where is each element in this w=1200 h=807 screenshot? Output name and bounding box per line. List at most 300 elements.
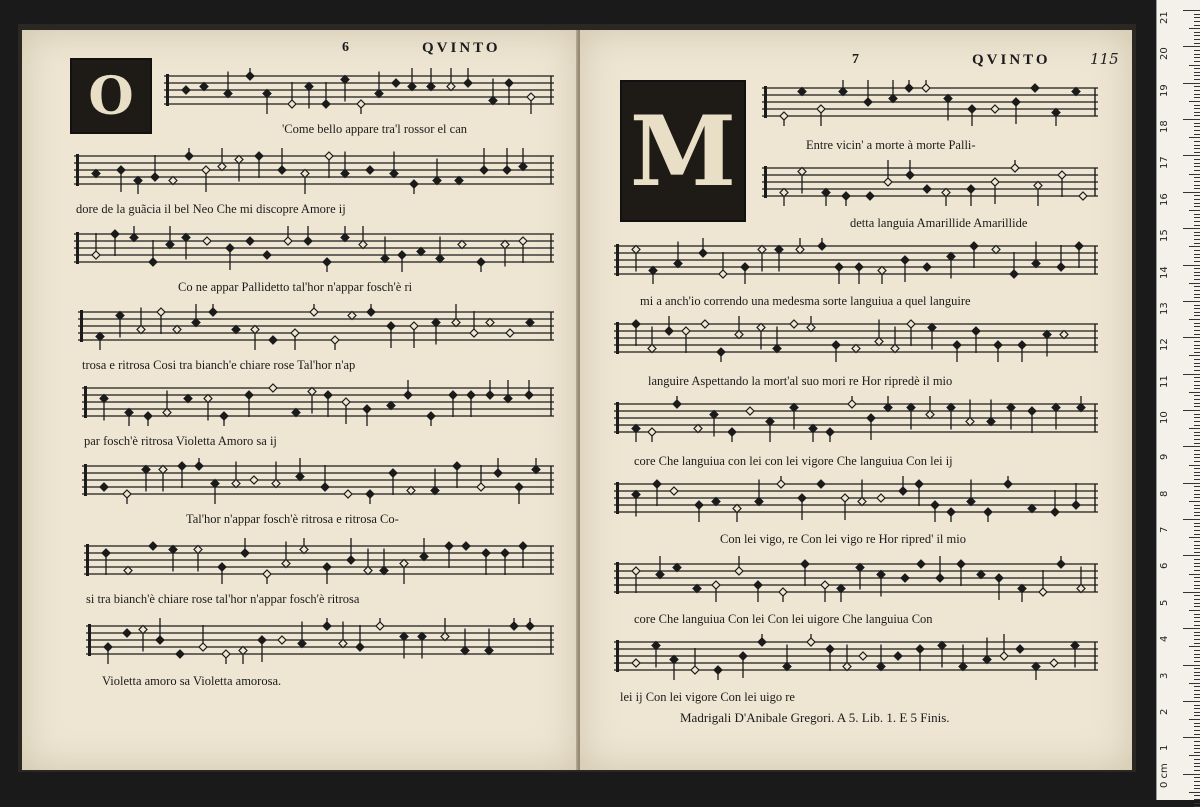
ruler-tick [1194, 730, 1200, 731]
note-head [139, 626, 147, 634]
note-head [1071, 642, 1079, 650]
decorated-initial-m [620, 80, 746, 222]
music-staff [82, 458, 554, 506]
ruler-tick [1194, 35, 1200, 36]
note-head [947, 253, 955, 261]
ruler-tick [1183, 592, 1200, 593]
note-head [200, 83, 208, 91]
ruler-tick [1194, 312, 1200, 313]
note-head [1004, 480, 1012, 488]
handwritten-folio-number: 115 [1090, 50, 1119, 68]
note-head [381, 255, 389, 263]
ruler-tick [1194, 148, 1200, 149]
note-head [632, 491, 640, 499]
note-head [842, 192, 850, 200]
note-head [510, 622, 518, 630]
note-head [341, 76, 349, 84]
clef-mark [764, 166, 767, 198]
ruler-label: 15 [1159, 229, 1170, 243]
ruler-label: 12 [1159, 338, 1170, 352]
ruler-tick [1194, 785, 1200, 786]
lyrics-line: languire Aspettando la mort'al suo mori re Hor ripredè il mio [648, 374, 953, 388]
note-head [420, 553, 428, 561]
note-head [894, 652, 902, 660]
note-head [758, 246, 766, 254]
note-head [1057, 560, 1065, 568]
note-head [899, 487, 907, 495]
note-head [182, 234, 190, 242]
ruler-tick [1194, 217, 1200, 218]
ruler-tick [1183, 737, 1200, 738]
note-head [780, 189, 788, 197]
note-head [400, 633, 408, 641]
note-head [344, 490, 352, 498]
ruler-tick [1194, 715, 1200, 716]
ruler-tick [1194, 490, 1200, 491]
ruler-tick [1194, 25, 1200, 26]
note-head [807, 324, 815, 332]
note-head [117, 166, 125, 174]
ruler-tick [1194, 381, 1200, 382]
note-head [983, 656, 991, 664]
ruler-tick [1194, 206, 1200, 207]
note-head [398, 251, 406, 259]
ruler-tick [1194, 803, 1200, 804]
note-head [674, 260, 682, 268]
clef-mark [80, 310, 83, 342]
ruler-tick [1194, 97, 1200, 98]
clef-mark [86, 544, 89, 576]
ruler-tick [1194, 177, 1200, 178]
note-head [673, 400, 681, 408]
note-head [907, 404, 915, 412]
ruler-tick [1194, 450, 1200, 451]
note-head [269, 384, 277, 392]
note-head [665, 327, 673, 335]
ruler-tick [1194, 603, 1200, 604]
note-head [452, 319, 460, 327]
note-head [182, 86, 190, 94]
note-head [235, 156, 243, 164]
ruler-tick [1194, 79, 1200, 80]
note-head [418, 633, 426, 641]
ruler-label: 11 [1159, 374, 1170, 388]
note-head [1072, 88, 1080, 96]
ruler-tick [1194, 275, 1200, 276]
lyrics-line: dore de la guãcia il bel Neo Che mi discopre Amore ij [76, 202, 346, 216]
note-head [967, 498, 975, 506]
note-head [1018, 341, 1026, 349]
music-staff [84, 538, 554, 586]
ruler-tick [1183, 410, 1200, 411]
ruler-tick [1189, 646, 1200, 647]
note-head [222, 650, 230, 658]
note-head [486, 391, 494, 399]
ruler-tick [1194, 443, 1200, 444]
note-head [364, 567, 372, 575]
ruler-tick [1194, 679, 1200, 680]
note-head [427, 412, 435, 420]
note-head [821, 581, 829, 589]
ruler-tick [1194, 588, 1200, 589]
note-head [251, 326, 259, 334]
ruler-tick [1194, 530, 1200, 531]
note-head [467, 391, 475, 399]
ruler-tick [1194, 203, 1200, 204]
note-head [526, 622, 534, 630]
ruler-tick [1194, 512, 1200, 513]
ruler-tick [1194, 214, 1200, 215]
note-head [477, 258, 485, 266]
ruler-tick [1183, 483, 1200, 484]
note-head [826, 428, 834, 436]
ruler-label: 21 [1159, 11, 1170, 24]
note-head [137, 326, 145, 334]
note-head [809, 425, 817, 433]
clef-mark [616, 244, 619, 276]
note-head [427, 83, 435, 91]
ruler-tick [1194, 112, 1200, 113]
note-head [1050, 659, 1058, 667]
ruler-tick [1194, 461, 1200, 462]
note-head [757, 324, 765, 332]
lyrics-line: 'Come bello appare tra'l rossor el can [282, 122, 467, 136]
ruler-tick [1194, 61, 1200, 62]
note-head [125, 409, 133, 417]
note-head [1052, 109, 1060, 117]
note-head [992, 246, 1000, 254]
ruler-tick [1194, 363, 1200, 364]
note-head [305, 83, 313, 91]
note-head [341, 170, 349, 178]
ruler-tick [1194, 559, 1200, 560]
note-head [798, 88, 806, 96]
ruler-tick [1194, 370, 1200, 371]
note-head [1010, 270, 1018, 278]
note-head [1031, 84, 1039, 92]
ruler-tick [1194, 468, 1200, 469]
note-head [226, 244, 234, 252]
ruler-tick [1194, 366, 1200, 367]
ruler-tick [1194, 134, 1200, 135]
ruler-tick [1183, 446, 1200, 447]
ruler-tick [1194, 239, 1200, 240]
note-head [515, 483, 523, 491]
note-head [367, 308, 375, 316]
ruler-tick [1194, 345, 1200, 346]
note-head [632, 320, 640, 328]
note-head [432, 319, 440, 327]
ruler-tick [1194, 50, 1200, 51]
clef-mark [88, 624, 91, 656]
note-head [832, 341, 840, 349]
note-head [464, 79, 472, 87]
note-head [192, 319, 200, 327]
lyrics-line: Entre vicin' a morte à morte Palli- [806, 138, 976, 152]
ruler-tick [1189, 755, 1200, 756]
ruler-tick [1194, 334, 1200, 335]
note-head [296, 473, 304, 481]
ruler-tick [1194, 421, 1200, 422]
note-head [837, 585, 845, 593]
left-running-head: QVINTO [422, 40, 501, 56]
note-head [632, 425, 640, 433]
note-head [987, 418, 995, 426]
note-head [691, 666, 699, 674]
note-head [151, 173, 159, 181]
note-head [1077, 585, 1085, 593]
note-head [875, 338, 883, 346]
ruler-tick [1194, 694, 1200, 695]
ruler-tick [1194, 712, 1200, 713]
note-head [166, 241, 174, 249]
note-head [901, 574, 909, 582]
ruler-tick [1194, 435, 1200, 436]
ruler-tick [1194, 166, 1200, 167]
ruler-tick [1183, 701, 1200, 702]
note-head [755, 498, 763, 506]
note-head [503, 166, 511, 174]
ruler-tick [1194, 566, 1200, 567]
note-head [284, 237, 292, 245]
note-head [1039, 588, 1047, 596]
ruler-tick [1194, 432, 1200, 433]
ruler-tick [1194, 294, 1200, 295]
ruler-tick [1194, 457, 1200, 458]
note-head [746, 407, 754, 415]
music-staff [78, 304, 554, 352]
ruler-tick [1194, 290, 1200, 291]
note-head [211, 480, 219, 488]
ruler-tick [1194, 130, 1200, 131]
ruler-tick [1194, 745, 1200, 746]
ruler-tick [1194, 763, 1200, 764]
note-head [741, 263, 749, 271]
note-head [482, 549, 490, 557]
music-staff [614, 316, 1098, 364]
ruler-tick [1194, 305, 1200, 306]
note-head [841, 494, 849, 502]
note-head [389, 469, 397, 477]
ruler-tick [1194, 552, 1200, 553]
note-head [519, 163, 527, 171]
ruler-tick [1194, 752, 1200, 753]
lyrics-line: core Che languiua con lei con lei vigore Che languiua Con lei ij [634, 454, 953, 468]
note-head [331, 336, 339, 344]
note-head [1034, 182, 1042, 190]
note-head [363, 405, 371, 413]
note-head [858, 498, 866, 506]
note-head [455, 177, 463, 185]
note-head [701, 320, 709, 328]
ruler-label: 7 [1159, 526, 1170, 534]
music-staff [614, 396, 1098, 444]
ruler-tick [1183, 774, 1200, 775]
ruler-tick [1189, 428, 1200, 429]
ruler-tick [1194, 221, 1200, 222]
note-head [308, 388, 316, 396]
ruler-label: 8 [1159, 490, 1170, 497]
note-head [380, 567, 388, 575]
ruler-tick [1194, 708, 1200, 709]
note-head [843, 663, 851, 671]
note-head [194, 546, 202, 554]
note-head [926, 411, 934, 419]
note-head [376, 622, 384, 630]
ruler-tick [1194, 486, 1200, 487]
ruler-tick [1194, 75, 1200, 76]
note-head [366, 166, 374, 174]
note-head [255, 152, 263, 160]
note-head [779, 588, 787, 596]
note-head [323, 258, 331, 266]
note-head [994, 341, 1002, 349]
note-head [278, 166, 286, 174]
note-head [984, 508, 992, 516]
ruler-tick [1194, 454, 1200, 455]
note-head [269, 336, 277, 344]
note-head [199, 643, 207, 651]
note-head [959, 663, 967, 671]
note-head [944, 95, 952, 103]
note-head [431, 487, 439, 495]
clef-mark [166, 74, 169, 106]
ruler-tick [1194, 243, 1200, 244]
note-head [519, 237, 527, 245]
note-head [408, 83, 416, 91]
ruler-tick [1194, 599, 1200, 600]
right-running-head: QVINTO [972, 52, 1051, 68]
ruler-label: 6 [1159, 563, 1170, 570]
note-head [953, 341, 961, 349]
ruler-tick [1194, 68, 1200, 69]
lyrics-line: si tra bianch'è chiare rose tal'hor n'appar fosch'è ritrosa [86, 592, 360, 606]
note-head [1075, 242, 1083, 250]
note-head [453, 462, 461, 470]
ruler-label: 17 [1159, 156, 1170, 170]
ruler-tick [1189, 28, 1200, 29]
ruler-tick [1194, 781, 1200, 782]
ruler-label: 1 [1159, 744, 1170, 752]
decorated-initial-o [70, 58, 152, 134]
ruler-tick [1194, 414, 1200, 415]
ruler-tick [1194, 639, 1200, 640]
ruler-tick [1194, 643, 1200, 644]
ruler-label: 3 [1159, 672, 1170, 679]
ruler-tick [1194, 741, 1200, 742]
note-head [889, 95, 897, 103]
note-head [775, 246, 783, 254]
note-head [310, 308, 318, 316]
ruler-tick [1194, 17, 1200, 18]
ruler-tick [1194, 126, 1200, 127]
ruler-tick [1194, 632, 1200, 633]
note-head [209, 308, 217, 316]
ruler-tick [1194, 108, 1200, 109]
note-head [972, 327, 980, 335]
note-head [241, 549, 249, 557]
note-head [157, 308, 165, 316]
note-head [670, 487, 678, 495]
ruler-tick [1194, 672, 1200, 673]
note-head [968, 105, 976, 113]
ruler-tick [1194, 308, 1200, 309]
music-staff [762, 160, 1098, 208]
note-head [163, 409, 171, 417]
note-head [462, 542, 470, 550]
note-head [258, 636, 266, 644]
ruler-tick [1189, 283, 1200, 284]
ruler-tick [1194, 494, 1200, 495]
note-head [866, 192, 874, 200]
note-head [931, 501, 939, 509]
note-head [632, 567, 640, 575]
note-head [341, 234, 349, 242]
ruler-tick [1194, 795, 1200, 796]
note-head [852, 345, 860, 353]
ruler-tick [1194, 581, 1200, 582]
ruler-tick [1194, 403, 1200, 404]
ruler-tick [1194, 268, 1200, 269]
ruler-tick [1183, 519, 1200, 520]
ruler-tick [1194, 163, 1200, 164]
note-head [796, 246, 804, 254]
note-head [506, 329, 514, 337]
ruler-tick [1194, 563, 1200, 564]
note-head [923, 185, 931, 193]
lyrics-line: Co ne appar Pallidetto tal'hor n'appar fosch'è ri [178, 280, 413, 294]
ruler-tick [1194, 341, 1200, 342]
note-head [928, 324, 936, 332]
ruler-tick [1189, 501, 1200, 502]
ruler-tick [1194, 657, 1200, 658]
clef-mark [84, 386, 87, 418]
note-head [1007, 404, 1015, 412]
note-head [111, 230, 119, 238]
ruler-tick [1194, 94, 1200, 95]
note-head [470, 329, 478, 337]
ruler-tick [1194, 145, 1200, 146]
music-staff [74, 148, 554, 196]
ruler-tick [1194, 723, 1200, 724]
note-head [323, 622, 331, 630]
measurement-ruler [1156, 0, 1200, 800]
note-head [905, 84, 913, 92]
ruler-tick [1189, 610, 1200, 611]
note-head [178, 462, 186, 470]
music-staff [762, 80, 1098, 128]
note-head [1000, 652, 1008, 660]
note-head [822, 189, 830, 197]
ruler-tick [1194, 181, 1200, 182]
ruler-tick [1194, 21, 1200, 22]
note-head [901, 256, 909, 264]
ruler-tick [1194, 505, 1200, 506]
note-head [532, 466, 540, 474]
ruler-tick [1194, 697, 1200, 698]
ruler-tick [1189, 101, 1200, 102]
ruler-tick [1183, 228, 1200, 229]
note-head [995, 574, 1003, 582]
note-head [818, 242, 826, 250]
ruler-tick [1194, 472, 1200, 473]
note-head [1077, 404, 1085, 412]
ruler-tick [1194, 545, 1200, 546]
lyrics-line: core Che languiua Con lei Con lei uigore Che languiua Con [634, 612, 933, 626]
note-head [387, 322, 395, 330]
note-head [712, 498, 720, 506]
note-head [134, 177, 142, 185]
